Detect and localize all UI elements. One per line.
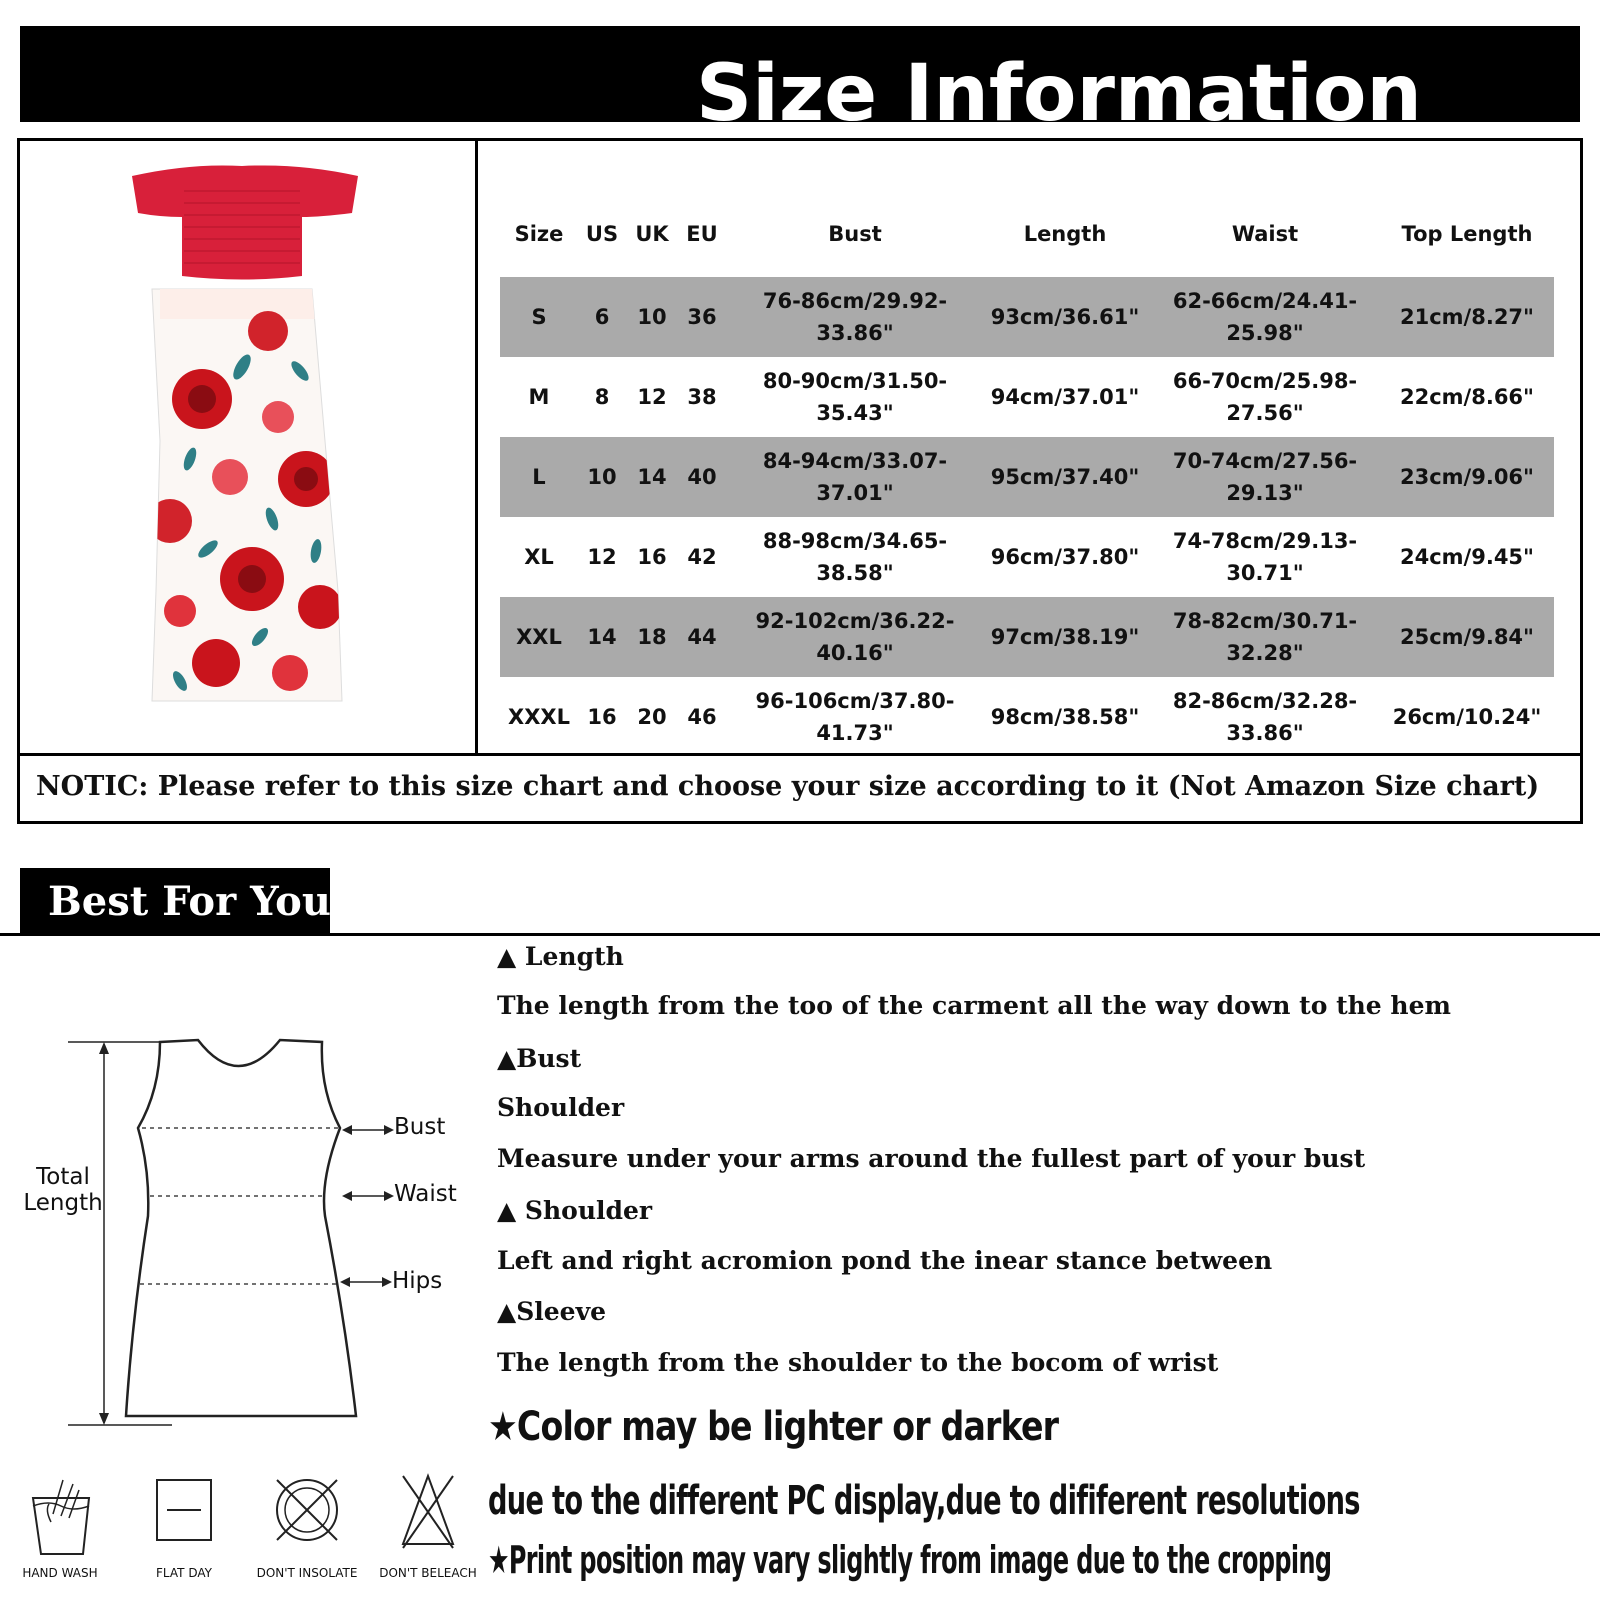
cell-top-length: 26cm/10.24" (1392, 705, 1542, 729)
guide-length-heading: ▲ Length (497, 942, 624, 971)
header-size: Size (514, 222, 564, 246)
cell-bust: 96-106cm/37.80-41.73" (755, 689, 955, 745)
dress-measurement-diagram (0, 1020, 470, 1440)
cell-eu: 46 (687, 705, 717, 729)
no-bleach-icon (373, 1470, 483, 1560)
care-dont-insolate (252, 1470, 362, 1580)
guide-shoulder-heading: ▲ Shoulder (497, 1196, 653, 1225)
header-top-length: Top Length (1401, 222, 1533, 246)
care-label: DON'T BELEACH (379, 1566, 477, 1580)
cell-top-length: 22cm/8.66" (1400, 385, 1534, 409)
cell-bust: 92-102cm/36.22-40.16" (755, 609, 955, 665)
cell-length: 95cm/37.40" (990, 465, 1140, 489)
header-length: Length (1023, 222, 1107, 246)
cell-eu: 40 (687, 465, 717, 489)
no-sun-icon (252, 1470, 362, 1560)
header-bust: Bust (828, 222, 882, 246)
note-display: due to the different PC display,due to dififerent resolutions (488, 1478, 1360, 1524)
header-waist: Waist (1231, 222, 1299, 246)
cell-top-length: 24cm/9.45" (1400, 545, 1534, 569)
guide-bust-heading: ▲Bust (497, 1044, 582, 1073)
note-print: ★Print position may vary slightly from image due to the cropping (488, 1538, 1332, 1582)
cell-us: 12 (587, 545, 617, 569)
cell-waist: 66-70cm/25.98-27.56" (1172, 369, 1358, 425)
cell-eu: 36 (687, 305, 717, 329)
table-header (500, 191, 1554, 277)
cell-size: S (531, 305, 547, 329)
cell-length: 94cm/37.01" (990, 385, 1140, 409)
hand-wash-icon (5, 1470, 115, 1560)
table-row (500, 357, 1554, 437)
care-label: DON'T INSOLATE (256, 1566, 358, 1580)
guide-bust-text: Measure under your arms around the fullest part of your bust (497, 1144, 1366, 1173)
cell-waist: 78-82cm/30.71-32.28" (1172, 609, 1358, 665)
cell-waist: 62-66cm/24.41-25.98" (1172, 289, 1358, 345)
cell-us: 6 (594, 305, 610, 329)
header-us: US (585, 222, 619, 246)
cell-waist: 82-86cm/32.28-33.86" (1172, 689, 1358, 745)
cell-size: XXXL (508, 705, 570, 729)
cell-length: 98cm/38.58" (990, 705, 1140, 729)
table-row (500, 597, 1554, 677)
cell-uk: 12 (637, 385, 667, 409)
cell-waist: 70-74cm/27.56-29.13" (1172, 449, 1358, 505)
care-flat-dry (129, 1470, 239, 1580)
care-hand-wash (5, 1470, 115, 1580)
table-row (500, 277, 1554, 357)
cell-size: M (528, 385, 550, 409)
cell-size: XL (524, 545, 554, 569)
cell-uk: 20 (637, 705, 667, 729)
guide-sleeve-heading: ▲Sleeve (497, 1297, 607, 1326)
cell-eu: 38 (687, 385, 717, 409)
cell-eu: 44 (687, 625, 717, 649)
cell-bust: 84-94cm/33.07-37.01" (762, 449, 948, 505)
page-title: Size Information (696, 49, 1422, 139)
product-image-cell (20, 141, 478, 753)
care-dont-bleach (373, 1470, 483, 1580)
cell-bust: 80-90cm/31.50-35.43" (762, 369, 948, 425)
guide-shoulder-label: Shoulder (497, 1093, 625, 1122)
cell-eu: 42 (687, 545, 717, 569)
cell-us: 14 (587, 625, 617, 649)
notice-bar (20, 753, 1580, 824)
label-length: Length (23, 1190, 103, 1216)
cell-waist: 74-78cm/29.13-30.71" (1172, 529, 1358, 585)
guide-length-text: The length from the too of the carment all the way down to the hem (497, 991, 1451, 1020)
cell-top-length: 23cm/9.06" (1400, 465, 1534, 489)
product-image (20, 141, 475, 753)
note-color: ★Color may be lighter or darker (488, 1404, 1059, 1450)
cell-us: 8 (594, 385, 610, 409)
cell-uk: 18 (637, 625, 667, 649)
size-chart-box (17, 138, 1583, 824)
table-row (500, 437, 1554, 517)
label-total-length (20, 1164, 106, 1216)
table-row (500, 677, 1554, 757)
cell-length: 93cm/36.61" (990, 305, 1140, 329)
size-table (500, 191, 1554, 757)
header-uk: UK (635, 222, 669, 246)
cell-us: 10 (587, 465, 617, 489)
label-bust: Bust (394, 1114, 446, 1140)
cell-us: 16 (587, 705, 617, 729)
best-for-you-title: Best For You (48, 878, 331, 925)
header-eu: EU (686, 222, 718, 246)
cell-top-length: 25cm/9.84" (1400, 625, 1534, 649)
flat-dry-icon (129, 1470, 239, 1560)
cell-size: XXL (516, 625, 562, 649)
notice-text: NOTIC: Please refer to this size chart and choose your size according to it (Not Amazon Size chart) (36, 771, 1540, 802)
cell-uk: 10 (637, 305, 667, 329)
cell-length: 96cm/37.80" (990, 545, 1140, 569)
best-for-you-tab (20, 868, 330, 936)
section-divider (0, 933, 1600, 936)
cell-size: L (532, 465, 546, 489)
cell-bust: 76-86cm/29.92-33.86" (762, 289, 948, 345)
care-label: HAND WASH (22, 1566, 98, 1580)
guide-shoulder-text: Left and right acromion pond the inear stance between (497, 1246, 1273, 1275)
table-row (500, 517, 1554, 597)
label-hips: Hips (392, 1268, 443, 1294)
care-label: FLAT DAY (156, 1566, 212, 1580)
cell-bust: 88-98cm/34.65-38.58" (762, 529, 948, 585)
cell-top-length: 21cm/8.27" (1400, 305, 1534, 329)
cell-uk: 16 (637, 545, 667, 569)
label-waist: Waist (394, 1181, 457, 1207)
guide-sleeve-text: The length from the shoulder to the bocom of wrist (497, 1348, 1219, 1377)
cell-uk: 14 (637, 465, 667, 489)
label-total: Total (36, 1164, 90, 1190)
cell-length: 97cm/38.19" (990, 625, 1140, 649)
title-banner (20, 26, 1580, 139)
